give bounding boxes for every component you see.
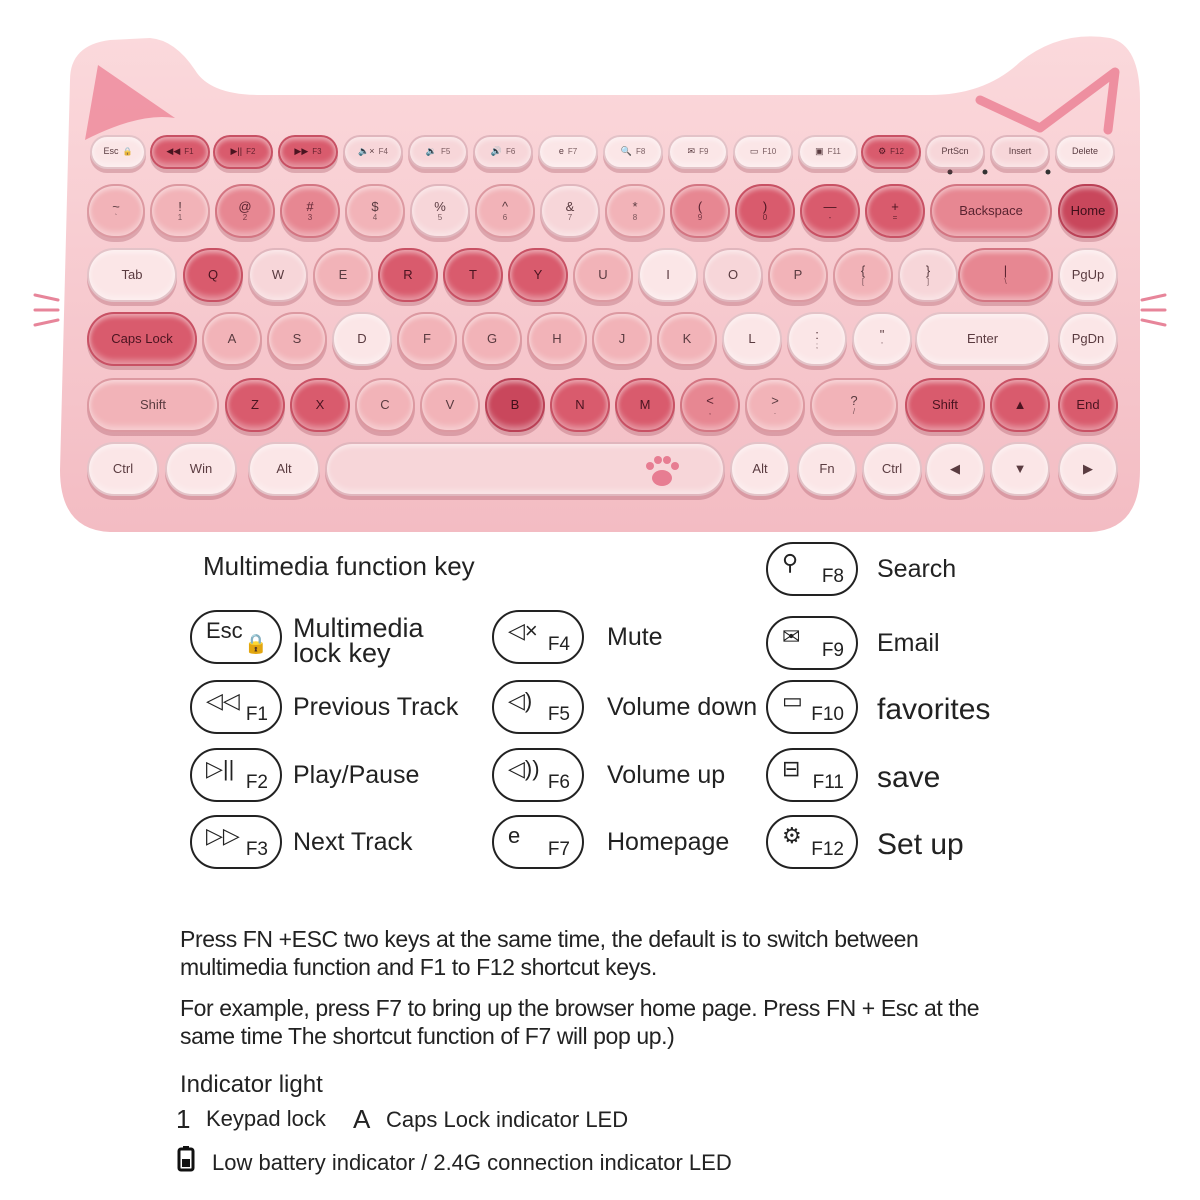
indicator-title: Indicator light <box>180 1071 323 1098</box>
key-label: PgDn <box>1071 331 1105 347</box>
key-k3-10 <box>787 312 847 366</box>
key-r <box>378 248 438 302</box>
legend-fkey: F9 <box>821 640 844 661</box>
key-label: P <box>793 267 803 283</box>
battery-icon <box>176 1145 198 1173</box>
key-label: D <box>357 331 367 347</box>
key-o <box>703 248 763 302</box>
key-sublabel: ] <box>926 276 930 286</box>
key-label: @ <box>238 198 252 214</box>
key-b <box>485 378 545 432</box>
key-sublabel: 3 <box>307 212 313 222</box>
key-label: M <box>639 397 651 413</box>
key-label: V <box>445 397 455 413</box>
key-sublabel: F9 <box>699 146 709 156</box>
key-win <box>165 442 237 496</box>
key-label: ~ <box>112 198 120 214</box>
key-sublabel: , <box>708 406 712 416</box>
key-label: Enter <box>966 331 999 347</box>
key-sublabel: F5 <box>440 146 451 156</box>
key-end <box>1058 378 1118 432</box>
legend-label: Next Track <box>293 828 413 856</box>
legend-badge-f6 <box>492 748 584 802</box>
key-label: < <box>706 392 714 408</box>
key-g <box>462 312 522 366</box>
key-label: + <box>891 198 899 214</box>
battery-indicator-label: Low battery indicator / 2.4G connection indicator LED <box>212 1150 732 1175</box>
legend-glyph-icon: ⊟ <box>782 756 801 781</box>
key-label: % <box>434 198 446 214</box>
legend-badge-f1 <box>190 680 282 734</box>
legend-glyph-icon: ▷|| <box>206 756 235 781</box>
key-k1-6 <box>475 184 535 238</box>
key-sublabel: 9 <box>697 212 703 222</box>
key-label: A <box>227 331 237 347</box>
key-tab <box>87 248 177 302</box>
legend-glyph-icon: Esc <box>206 618 243 643</box>
key-label: e <box>558 146 564 157</box>
legend-fkey: F1 <box>245 704 268 725</box>
key-d <box>332 312 392 366</box>
key-sublabel: \ <box>1004 276 1007 286</box>
key-label: G <box>486 331 498 347</box>
key-label: PrtScn <box>941 146 969 157</box>
legend-badge-f11 <box>766 748 858 802</box>
key-l <box>722 312 782 366</box>
legend-badge-f12 <box>766 815 858 869</box>
key-label: Q <box>207 267 219 283</box>
legend-badge-f7 <box>492 815 584 869</box>
key-k0-11 <box>798 135 858 169</box>
key-label: ▼ <box>1013 461 1027 477</box>
key-i <box>638 248 698 302</box>
legend-label: Play/Pause <box>293 761 420 789</box>
key-s <box>267 312 327 366</box>
key-prtscn <box>925 135 985 169</box>
key-label: Z <box>251 397 259 413</box>
key-sublabel: F11 <box>827 146 841 156</box>
key-caps-lock <box>87 312 197 366</box>
legend-fkey: F10 <box>811 704 844 725</box>
key-k1-5 <box>410 184 470 238</box>
legend-glyph-icon: ▷▷ <box>206 823 240 848</box>
key-label: Home <box>1070 203 1106 219</box>
note-paragraph-2: For example, press F7 to bring up the browser home page. Press FN + Esc at the same time The shortcut function of F7 will pop up.) <box>180 995 980 1049</box>
legend-label: Volume up <box>607 761 726 789</box>
key-k1-12 <box>865 184 925 238</box>
legend-glyph-icon: ✉ <box>782 624 801 649</box>
key-sublabel: ; <box>815 340 819 350</box>
key-k0-4 <box>343 135 403 169</box>
key-label: ◀ <box>950 461 960 477</box>
keyboard-photo <box>0 0 1200 545</box>
key-n <box>550 378 610 432</box>
key-k0-2 <box>213 135 273 169</box>
key-f <box>397 312 457 366</box>
key-k0-9 <box>668 135 728 169</box>
key-k0-1 <box>150 135 210 169</box>
key-ctrl <box>87 442 159 496</box>
legend-title: Multimedia function key <box>203 551 475 581</box>
legend-label: favorites <box>877 693 991 726</box>
key-label: Win <box>189 461 213 477</box>
key-e <box>313 248 373 302</box>
caps-lock-label: Caps Lock indicator LED <box>386 1107 629 1132</box>
key-label: > <box>771 392 779 408</box>
key-k1-11 <box>800 184 860 238</box>
key-label: Ctrl <box>881 461 903 477</box>
key-k2-13 <box>958 248 1053 302</box>
legend-fkey: F7 <box>547 839 570 860</box>
key-w <box>248 248 308 302</box>
key-k1-9 <box>670 184 730 238</box>
key-label: } <box>925 262 931 278</box>
key-label: ✉ <box>687 146 696 157</box>
key-sublabel: F7 <box>567 146 578 156</box>
key-label: # <box>306 198 314 214</box>
key-label: E <box>338 267 348 283</box>
key-k4-8 <box>680 378 740 432</box>
key-e <box>538 135 598 169</box>
key-label: L <box>748 331 756 347</box>
key-k1-10 <box>735 184 795 238</box>
key-k4-9 <box>745 378 805 432</box>
legend-label: Homepage <box>607 828 730 856</box>
key-label: 🔊 <box>490 146 502 157</box>
key-v <box>420 378 480 432</box>
key-sublabel: 2 <box>242 212 248 222</box>
key-label: T <box>469 267 477 283</box>
key-t <box>443 248 503 302</box>
legend-label: Search <box>877 555 957 583</box>
key-alt <box>248 442 320 496</box>
key-label: Ctrl <box>112 461 134 477</box>
key-fn <box>797 442 857 496</box>
key-delete <box>1055 135 1115 169</box>
key-label: * <box>632 198 638 214</box>
key-m <box>615 378 675 432</box>
legend-glyph-icon: ▭ <box>782 688 803 713</box>
legend-fkey: F12 <box>811 839 844 860</box>
key-backspace <box>930 184 1052 238</box>
key-sublabel: - <box>828 212 832 222</box>
key-alt <box>730 442 790 496</box>
key-label: Y <box>533 267 543 283</box>
key-label: End <box>1076 397 1100 413</box>
legend-badge-esc <box>190 610 282 664</box>
key-insert <box>990 135 1050 169</box>
key-sublabel: 4 <box>372 212 378 222</box>
legend-label: Volume down <box>607 693 758 721</box>
key-label: " <box>879 326 885 342</box>
key-sublabel: 8 <box>632 212 638 222</box>
key-k4-10 <box>810 378 898 432</box>
legend-fkey: F4 <box>547 634 570 655</box>
key-label: K <box>682 331 692 347</box>
legend-fkey: F2 <box>245 772 268 793</box>
key-k4-12 <box>990 378 1050 432</box>
key-enter <box>915 312 1050 366</box>
key-k0-10 <box>733 135 793 169</box>
key-sublabel: ' <box>881 340 883 350</box>
legend-glyph-icon: ◁) <box>508 688 533 713</box>
legend-glyph-icon: ⚙ <box>782 823 802 848</box>
legend-badge-f3 <box>190 815 282 869</box>
key-area <box>0 0 1200 545</box>
key-label: Shift <box>139 397 166 413</box>
key-sublabel: = <box>892 212 898 222</box>
key-sublabel: F2 <box>246 146 256 156</box>
legend-fkey: F3 <box>245 839 268 860</box>
key-label: Backspace <box>959 203 1023 219</box>
legend-badge-f8 <box>766 542 858 596</box>
key-k3-11 <box>852 312 912 366</box>
key-sublabel: 🔒 <box>122 146 133 156</box>
key-k0-8 <box>603 135 663 169</box>
key-label: ◀◀ <box>166 146 181 157</box>
key-label: N <box>575 397 585 413</box>
key-label: ▭ <box>749 146 759 157</box>
key-home <box>1058 184 1118 238</box>
key-k1-2 <box>215 184 275 238</box>
keypad-lock-symbol: 1 <box>176 1104 191 1134</box>
key-label: ? <box>850 392 858 408</box>
key-a <box>202 312 262 366</box>
legend-badge-f10 <box>766 680 858 734</box>
key-k1-4 <box>345 184 405 238</box>
key-k2-11 <box>833 248 893 302</box>
key-label: Delete <box>1071 146 1098 157</box>
legend-fkey: 🔒 <box>244 634 268 655</box>
key-shift <box>87 378 219 432</box>
key-y <box>508 248 568 302</box>
key-k1-3 <box>280 184 340 238</box>
key-pgdn <box>1058 312 1118 366</box>
legend-glyph-icon: ⚲ <box>782 550 799 575</box>
key-sublabel: 1 <box>177 212 183 222</box>
key-sublabel: F10 <box>762 146 777 156</box>
key-p <box>768 248 828 302</box>
key-sublabel: 6 <box>502 212 508 222</box>
key-h <box>527 312 587 366</box>
key-esc <box>90 135 146 169</box>
key-label: X <box>315 397 325 413</box>
key-z <box>225 378 285 432</box>
key-k2-12 <box>898 248 958 302</box>
key-sublabel: F8 <box>635 146 646 156</box>
key-label: $ <box>371 198 379 214</box>
key-label: ▲ <box>1013 397 1027 413</box>
key-k1-7 <box>540 184 600 238</box>
key-sublabel: . <box>773 406 777 416</box>
legend-label: Set up <box>877 828 964 861</box>
legend-label: save <box>877 761 941 794</box>
key-label: H <box>552 331 562 347</box>
note-paragraph-1: Press FN +ESC two keys at the same time, the default is to switch between multimedia function and F1 to F12 shortcut keys. <box>180 926 919 980</box>
legend-label: Multimedia lock key <box>293 613 424 668</box>
key-k0-6 <box>473 135 533 169</box>
legend-label: Email <box>877 629 940 657</box>
key-pgup <box>1058 248 1118 302</box>
legend-label: Mute <box>607 623 663 651</box>
key-k0-3 <box>278 135 338 169</box>
key-sublabel: ` <box>114 212 118 222</box>
legend-label: Previous Track <box>293 693 459 721</box>
key-label: ! <box>178 198 182 214</box>
legend-glyph-icon: e <box>508 823 521 848</box>
key-label: Alt <box>276 461 292 477</box>
caps-lock-symbol: A <box>353 1104 371 1134</box>
key-sublabel: 7 <box>567 212 573 222</box>
legend-fkey: F11 <box>812 772 844 793</box>
legend-fkey: F5 <box>547 704 570 725</box>
key-label: O <box>727 267 739 283</box>
legend-glyph-icon: ◁◁ <box>206 688 240 713</box>
key-k5-7 <box>925 442 985 496</box>
key-label: R <box>403 267 413 283</box>
key-label: ^ <box>501 198 509 214</box>
key-label: ( <box>697 198 703 214</box>
key-k0-5 <box>408 135 468 169</box>
key-label: B <box>510 397 520 413</box>
key-label: Esc <box>103 146 119 157</box>
key-label: J <box>618 331 626 347</box>
key-label: 🔈× <box>358 146 375 157</box>
key-k <box>657 312 717 366</box>
key-sublabel: F1 <box>184 146 194 156</box>
key-label: — <box>823 198 837 214</box>
key-u <box>573 248 633 302</box>
key-k0-12 <box>861 135 921 169</box>
key-sublabel: / <box>852 406 856 416</box>
key-label: ▣ <box>815 146 824 157</box>
key-label: C <box>380 397 390 413</box>
key-k5-9 <box>1058 442 1118 496</box>
key-sublabel: F4 <box>378 146 388 156</box>
key-q <box>183 248 243 302</box>
key-c <box>355 378 415 432</box>
key-k1-8 <box>605 184 665 238</box>
key-sublabel: 0 <box>762 212 768 222</box>
legend-badge-f5 <box>492 680 584 734</box>
key-label: | <box>1003 262 1008 278</box>
key-label: Tab <box>121 267 143 283</box>
legend-badge-f2 <box>190 748 282 802</box>
key-label: ) <box>762 198 768 214</box>
key-label: ▶|| <box>230 146 243 157</box>
key-k5-8 <box>990 442 1050 496</box>
key-k1-1 <box>150 184 210 238</box>
key-ctrl <box>862 442 922 496</box>
key-label: I <box>666 267 670 283</box>
key-label: Insert <box>1008 146 1032 157</box>
key-label: 🔉 <box>425 146 437 157</box>
key-label: Shift <box>931 397 958 413</box>
key-label: & <box>565 198 575 214</box>
key-sublabel: F6 <box>505 146 516 156</box>
key-label: ▶ <box>1083 461 1093 477</box>
key-x <box>290 378 350 432</box>
legend-badge-f4 <box>492 610 584 664</box>
key-label: ⚙ <box>878 146 887 157</box>
key-sublabel: F3 <box>312 146 322 156</box>
key-shift <box>905 378 985 432</box>
key-j <box>592 312 652 366</box>
key-label: : <box>815 326 819 342</box>
key-label: Fn <box>819 461 835 477</box>
key-label: ▶▶ <box>294 146 309 157</box>
key-label: 🔍 <box>620 146 632 157</box>
key-sublabel: 5 <box>437 212 443 222</box>
key-label: F <box>423 331 431 347</box>
legend-fkey: F8 <box>821 566 844 587</box>
key-label: W <box>271 267 285 283</box>
legend-glyph-icon: ◁)) <box>508 756 540 781</box>
key-k1-0 <box>87 184 145 238</box>
keypad-lock-label: Keypad lock <box>206 1106 326 1131</box>
key-label: Alt <box>752 461 768 477</box>
key-label: U <box>598 267 608 283</box>
key-label: PgUp <box>1071 267 1105 283</box>
key-label: Caps Lock <box>111 331 173 347</box>
key-label: S <box>292 331 302 347</box>
legend-fkey: F6 <box>547 772 570 793</box>
legend-badge-f9 <box>766 616 858 670</box>
paw-icon <box>642 452 682 492</box>
key-sublabel: F12 <box>890 146 904 156</box>
key-label: { <box>860 262 866 278</box>
legend-glyph-icon: ◁× <box>508 618 538 643</box>
key-sublabel: [ <box>861 276 865 286</box>
